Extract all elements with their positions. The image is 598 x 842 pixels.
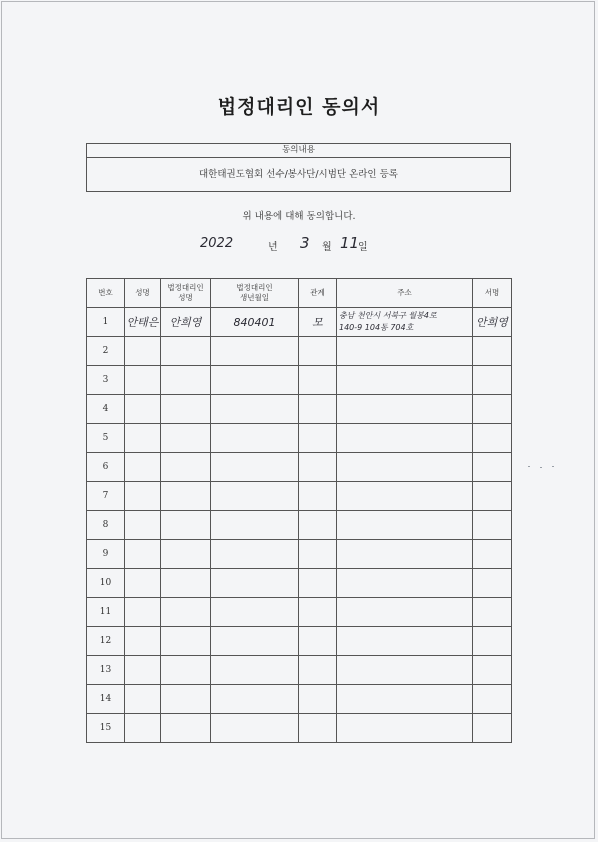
- cell-address[interactable]: [337, 656, 473, 685]
- date-month: 3: [300, 234, 310, 252]
- cell-name[interactable]: [125, 482, 161, 511]
- cell-guardian-birth[interactable]: [211, 685, 299, 714]
- cell-name[interactable]: [125, 569, 161, 598]
- cell-relation[interactable]: [299, 308, 337, 337]
- table-row: [87, 540, 512, 569]
- table-row: [87, 685, 512, 714]
- cell-signature[interactable]: [473, 337, 512, 366]
- cell-no[interactable]: 7: [87, 482, 125, 511]
- cell-relation[interactable]: [299, 656, 337, 685]
- cell-signature[interactable]: [473, 627, 512, 656]
- cell-name[interactable]: [125, 598, 161, 627]
- date-month-label: 월: [322, 242, 332, 253]
- cell-relation[interactable]: [299, 395, 337, 424]
- cell-guardian-name[interactable]: [161, 482, 211, 511]
- cell-no[interactable]: 14: [87, 685, 125, 714]
- cell-address[interactable]: [337, 482, 473, 511]
- table-row: [87, 569, 512, 598]
- cell-guardian-birth[interactable]: [211, 569, 299, 598]
- guardian-table: [86, 278, 512, 743]
- header-guardian_birth: 법정대리인 생년월일: [211, 279, 299, 308]
- address-line1: 충남 천안시 서북구 월봉4로: [339, 311, 437, 320]
- cell-signature[interactable]: [473, 714, 512, 743]
- cell-guardian-name[interactable]: [161, 337, 211, 366]
- cell-relation[interactable]: [299, 366, 337, 395]
- header-name: 성명: [125, 279, 161, 308]
- cell-relation[interactable]: [299, 685, 337, 714]
- cell-relation[interactable]: [299, 337, 337, 366]
- cell-name[interactable]: [125, 656, 161, 685]
- date-year: 2022: [200, 236, 234, 251]
- cell-guardian-name[interactable]: [161, 685, 211, 714]
- date-year-label: 년: [268, 242, 278, 253]
- cell-name[interactable]: [125, 453, 161, 482]
- table-row: [87, 714, 512, 743]
- cell-guardian-birth[interactable]: [211, 424, 299, 453]
- handwritten-guardian-birth: 840401: [233, 315, 276, 329]
- cell-guardian-name[interactable]: [161, 366, 211, 395]
- cell-guardian-name[interactable]: [161, 627, 211, 656]
- cell-guardian-name[interactable]: [161, 598, 211, 627]
- cell-signature[interactable]: [473, 308, 512, 337]
- cell-address[interactable]: [337, 540, 473, 569]
- cell-guardian-birth[interactable]: [211, 656, 299, 685]
- cell-guardian-name[interactable]: [161, 714, 211, 743]
- handwritten-guardian-name: 안희영: [169, 316, 202, 329]
- header-address: 주소: [337, 279, 473, 308]
- cell-guardian-name[interactable]: [161, 308, 211, 337]
- handwritten-relation: 모: [312, 316, 323, 329]
- cell-guardian-name[interactable]: [161, 511, 211, 540]
- header-no: 번호: [87, 279, 125, 308]
- cell-guardian-birth[interactable]: [211, 366, 299, 395]
- consent-body: 대한태권도협회 선수/봉사단/시범단 온라인 등록: [198, 169, 398, 180]
- cell-relation[interactable]: [299, 424, 337, 453]
- cell-guardian-birth[interactable]: [211, 482, 299, 511]
- cell-address[interactable]: [337, 714, 473, 743]
- table-row: [87, 366, 512, 395]
- table-row: [87, 482, 512, 511]
- table-row: [87, 598, 512, 627]
- scan-speck: [528, 466, 530, 467]
- cell-signature[interactable]: [473, 685, 512, 714]
- header-relation: 관계: [299, 279, 337, 308]
- cell-no[interactable]: 12: [87, 627, 125, 656]
- cell-signature[interactable]: [473, 540, 512, 569]
- cell-signature[interactable]: [473, 656, 512, 685]
- cell-signature[interactable]: [473, 453, 512, 482]
- cell-name[interactable]: [125, 627, 161, 656]
- table-row: [87, 656, 512, 685]
- cell-signature[interactable]: [473, 598, 512, 627]
- header-guardian_name: 법정대리인 성명: [161, 279, 211, 308]
- handwritten-signature: 안희영: [476, 316, 508, 329]
- cell-name[interactable]: [125, 308, 161, 337]
- cell-no[interactable]: 1: [87, 308, 125, 337]
- cell-no[interactable]: 9: [87, 540, 125, 569]
- cell-address[interactable]: [337, 569, 473, 598]
- cell-address[interactable]: [337, 366, 473, 395]
- consent-box: [86, 143, 511, 192]
- cell-guardian-birth[interactable]: [211, 511, 299, 540]
- cell-guardian-name[interactable]: [161, 656, 211, 685]
- cell-signature[interactable]: [473, 366, 512, 395]
- cell-address[interactable]: [337, 598, 473, 627]
- cell-address[interactable]: [337, 627, 473, 656]
- cell-signature[interactable]: [473, 424, 512, 453]
- cell-no[interactable]: 3: [87, 366, 125, 395]
- cell-name[interactable]: [125, 511, 161, 540]
- cell-no[interactable]: 11: [87, 598, 125, 627]
- table-row: [87, 337, 512, 366]
- table-row: [87, 627, 512, 656]
- table-row: [87, 424, 512, 453]
- table-row: [87, 511, 512, 540]
- cell-relation[interactable]: [299, 453, 337, 482]
- cell-name[interactable]: [125, 395, 161, 424]
- cell-name[interactable]: [125, 685, 161, 714]
- scan-speck: [552, 466, 554, 467]
- cell-no[interactable]: 10: [87, 569, 125, 598]
- cell-no[interactable]: 8: [87, 511, 125, 540]
- cell-name[interactable]: [125, 424, 161, 453]
- cell-address[interactable]: [337, 424, 473, 453]
- cell-signature[interactable]: [473, 395, 512, 424]
- cell-relation[interactable]: [299, 482, 337, 511]
- cell-signature[interactable]: [473, 511, 512, 540]
- table-header-row: [87, 279, 512, 308]
- cell-address[interactable]: [337, 337, 473, 366]
- cell-address[interactable]: [337, 395, 473, 424]
- cell-no[interactable]: 2: [87, 337, 125, 366]
- cell-address[interactable]: [337, 685, 473, 714]
- cell-no[interactable]: 15: [87, 714, 125, 743]
- cell-guardian-birth[interactable]: [211, 453, 299, 482]
- header-signature: 서명: [473, 279, 512, 308]
- cell-guardian-birth[interactable]: [211, 598, 299, 627]
- cell-no[interactable]: 5: [87, 424, 125, 453]
- cell-address[interactable]: [337, 308, 473, 337]
- cell-name[interactable]: [125, 337, 161, 366]
- cell-guardian-name[interactable]: [161, 569, 211, 598]
- date-day-label: 일: [358, 242, 368, 253]
- cell-relation[interactable]: [299, 714, 337, 743]
- table-row: [87, 395, 512, 424]
- cell-relation[interactable]: [299, 511, 337, 540]
- cell-address[interactable]: [337, 453, 473, 482]
- cell-signature[interactable]: [473, 482, 512, 511]
- cell-guardian-birth[interactable]: [211, 540, 299, 569]
- cell-no[interactable]: 13: [87, 656, 125, 685]
- document-title: 법정대리인 동의서: [217, 96, 381, 118]
- handwritten-name: 안태은: [126, 316, 159, 329]
- cell-guardian-birth[interactable]: [211, 395, 299, 424]
- cell-name[interactable]: [125, 540, 161, 569]
- cell-name[interactable]: [125, 366, 161, 395]
- cell-guardian-birth[interactable]: [211, 308, 299, 337]
- consent-header: 동의내용: [87, 144, 510, 158]
- cell-guardian-name[interactable]: [161, 395, 211, 424]
- cell-guardian-birth[interactable]: [211, 627, 299, 656]
- cell-guardian-name[interactable]: [161, 453, 211, 482]
- cell-guardian-birth[interactable]: [211, 337, 299, 366]
- cell-relation[interactable]: [299, 569, 337, 598]
- table-row: [87, 453, 512, 482]
- cell-name[interactable]: [125, 714, 161, 743]
- scan-speck: [540, 467, 542, 468]
- cell-relation[interactable]: [299, 627, 337, 656]
- cell-no[interactable]: 4: [87, 395, 125, 424]
- cell-address[interactable]: [337, 511, 473, 540]
- cell-no[interactable]: 6: [87, 453, 125, 482]
- cell-guardian-name[interactable]: [161, 540, 211, 569]
- cell-guardian-birth[interactable]: [211, 714, 299, 743]
- date-day: 11: [340, 234, 360, 252]
- cell-signature[interactable]: [473, 569, 512, 598]
- cell-guardian-name[interactable]: [161, 424, 211, 453]
- address-line2: 140-9 104동 704호: [339, 323, 414, 332]
- table-row: [87, 308, 512, 337]
- agree-statement: 위 내용에 대해 동의합니다.: [242, 211, 356, 222]
- cell-relation[interactable]: [299, 540, 337, 569]
- cell-relation[interactable]: [299, 598, 337, 627]
